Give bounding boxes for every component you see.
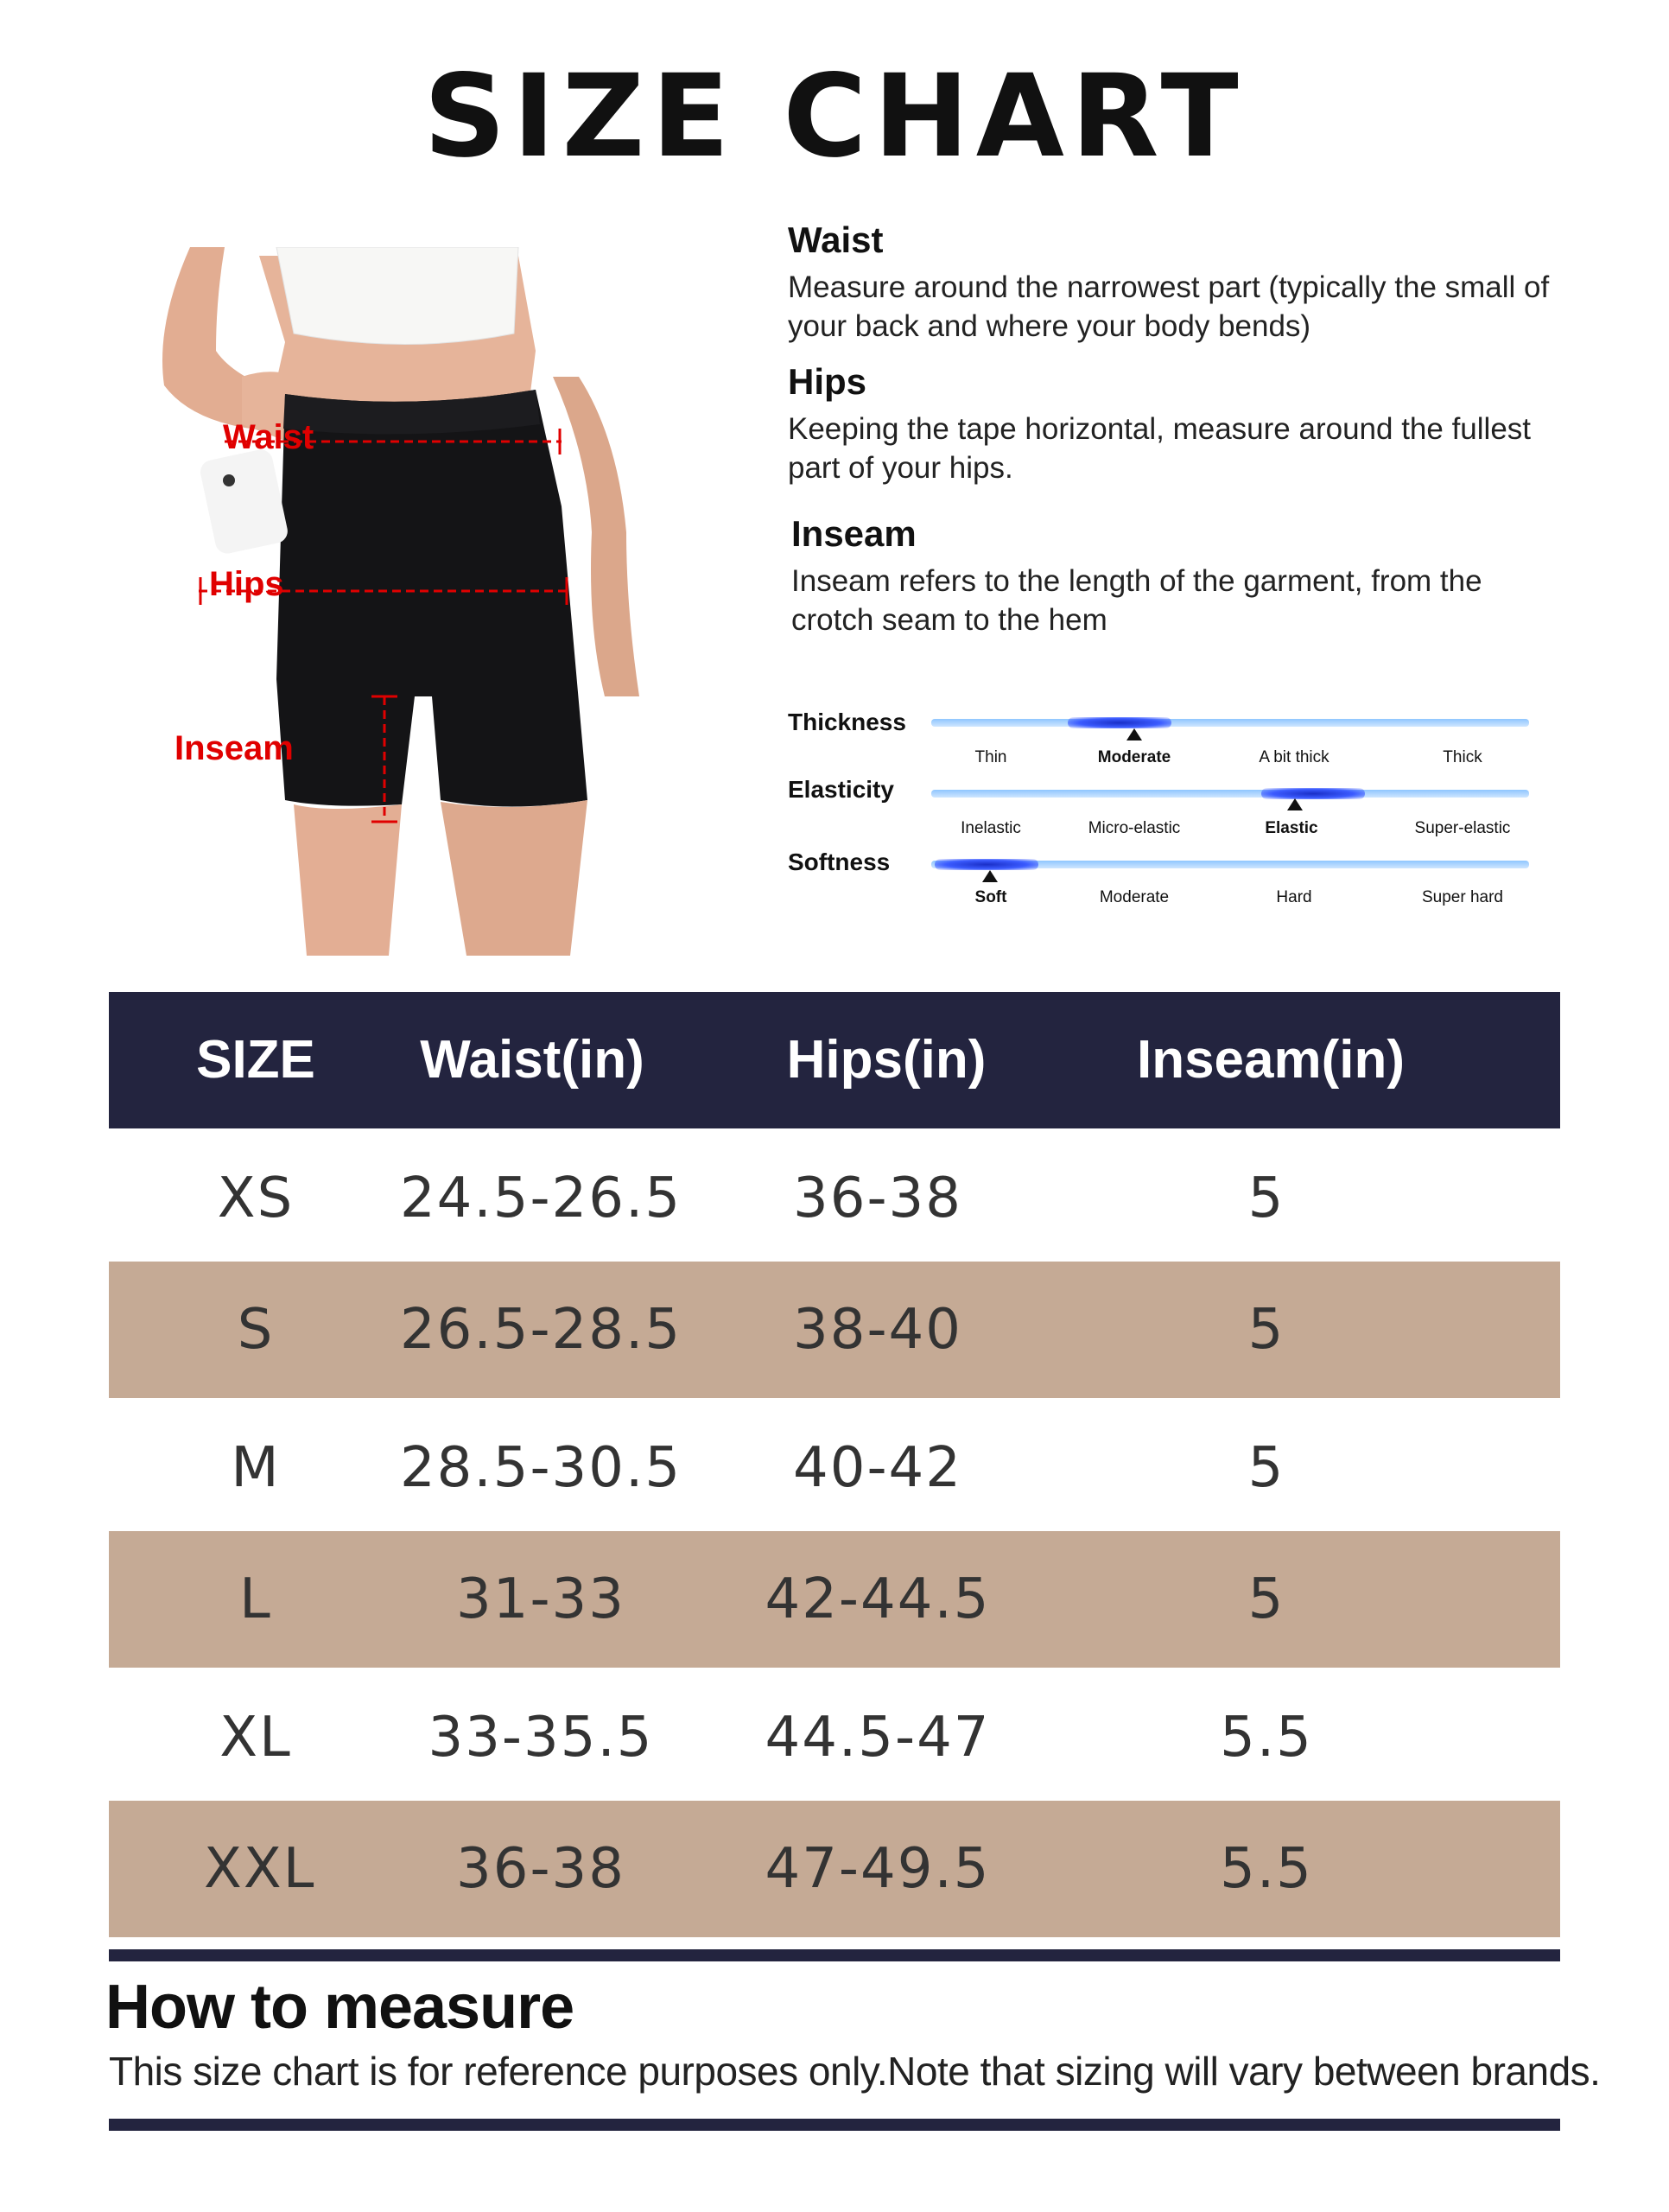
hips-measure-label: Hips (209, 565, 284, 603)
table-header (109, 992, 1560, 1128)
cell-size: XL (219, 1706, 292, 1770)
table-row (109, 1400, 1560, 1536)
definition-text: Keeping the tape horizontal, measure around the fullest part of your hips. (788, 412, 1532, 485)
cell-waist: 28.5-30.5 (399, 1436, 682, 1500)
cell-size: L (239, 1567, 272, 1631)
elasticity-marker-icon (1287, 798, 1303, 810)
definition-heading: Waist (788, 219, 884, 260)
hips-definition (788, 361, 1565, 487)
elasticity-option: Super-elastic (1414, 819, 1511, 837)
thickness-option-selected: Moderate (1097, 748, 1171, 766)
softness-label: Softness (788, 849, 891, 875)
reference-note: This size chart is for reference purposes only.Note that sizing will vary between brands. (109, 2049, 1601, 2094)
cell-inseam: 5 (1247, 1298, 1285, 1362)
column-header-hips: Hips(in) (786, 1030, 987, 1090)
definition-heading: Inseam (791, 513, 917, 554)
waist-measure-label: Waist (223, 418, 314, 456)
cell-hips: 38-40 (793, 1298, 962, 1362)
table-row (109, 1801, 1560, 1937)
softness-option: Moderate (1099, 888, 1170, 906)
inseam-measure-label: Inseam (175, 729, 294, 767)
thickness-option: Thin (974, 748, 1007, 766)
table-row (109, 1262, 1560, 1398)
cell-hips: 36-38 (793, 1166, 962, 1230)
column-header-size: SIZE (196, 1030, 315, 1090)
cell-hips: 42-44.5 (765, 1567, 991, 1631)
thickness-option: Thick (1443, 748, 1482, 766)
softness-marker-icon (982, 870, 998, 882)
cell-hips: 47-49.5 (765, 1837, 991, 1901)
cell-waist: 31-33 (456, 1567, 625, 1631)
definition-text: Measure around the narrowest part (typically the small of your back and where your body bends) (788, 270, 1550, 343)
cell-waist: 26.5-28.5 (399, 1298, 682, 1362)
elasticity-option-selected: Elastic (1265, 819, 1318, 837)
softness-track (931, 861, 1529, 868)
cell-inseam: 5 (1247, 1567, 1285, 1631)
cell-size: M (231, 1436, 281, 1500)
cell-size: XXL (204, 1837, 316, 1901)
cell-waist: 36-38 (456, 1837, 625, 1901)
thickness-label: Thickness (788, 709, 906, 735)
cell-waist: 24.5-26.5 (399, 1166, 682, 1230)
softness-option-selected: Soft (974, 888, 1007, 906)
cell-size: S (237, 1298, 275, 1362)
divider-top (109, 1949, 1560, 1961)
cell-inseam: 5.5 (1220, 1706, 1313, 1770)
column-header-inseam: Inseam(in) (1136, 1030, 1406, 1090)
elasticity-track (931, 790, 1529, 798)
thickness-option: A bit thick (1259, 748, 1329, 766)
thickness-highlight (1068, 717, 1171, 728)
table-row (109, 1669, 1560, 1806)
elasticity-highlight (1261, 788, 1365, 799)
softness-highlight (935, 859, 1038, 870)
cell-inseam: 5 (1247, 1436, 1285, 1500)
cell-hips: 40-42 (793, 1436, 962, 1500)
elasticity-option: Inelastic (961, 819, 1021, 837)
how-to-measure-heading: How to measure (105, 1973, 574, 2042)
elasticity-option: Micro-elastic (1088, 819, 1181, 837)
definition-heading: Hips (788, 361, 867, 402)
cell-waist: 33-35.5 (428, 1706, 654, 1770)
waist-definition (788, 219, 1565, 346)
thickness-marker-icon (1126, 728, 1142, 741)
definition-text: Inseam refers to the length of the garment, from the crotch seam to the hem (791, 564, 1482, 637)
divider-bottom (109, 2119, 1560, 2131)
thickness-track (931, 719, 1529, 727)
page-title: SIZE CHART (423, 50, 1246, 183)
table-row (109, 1130, 1560, 1267)
cell-size: XS (217, 1166, 295, 1230)
softness-option: Hard (1276, 888, 1312, 906)
softness-option: Super hard (1421, 888, 1503, 906)
elasticity-label: Elasticity (788, 776, 894, 803)
table-row (109, 1531, 1560, 1668)
cell-inseam: 5 (1247, 1166, 1285, 1230)
cell-hips: 44.5-47 (765, 1706, 991, 1770)
inseam-definition (791, 513, 1569, 639)
column-header-waist: Waist(in) (420, 1030, 644, 1090)
cell-inseam: 5.5 (1220, 1837, 1313, 1901)
